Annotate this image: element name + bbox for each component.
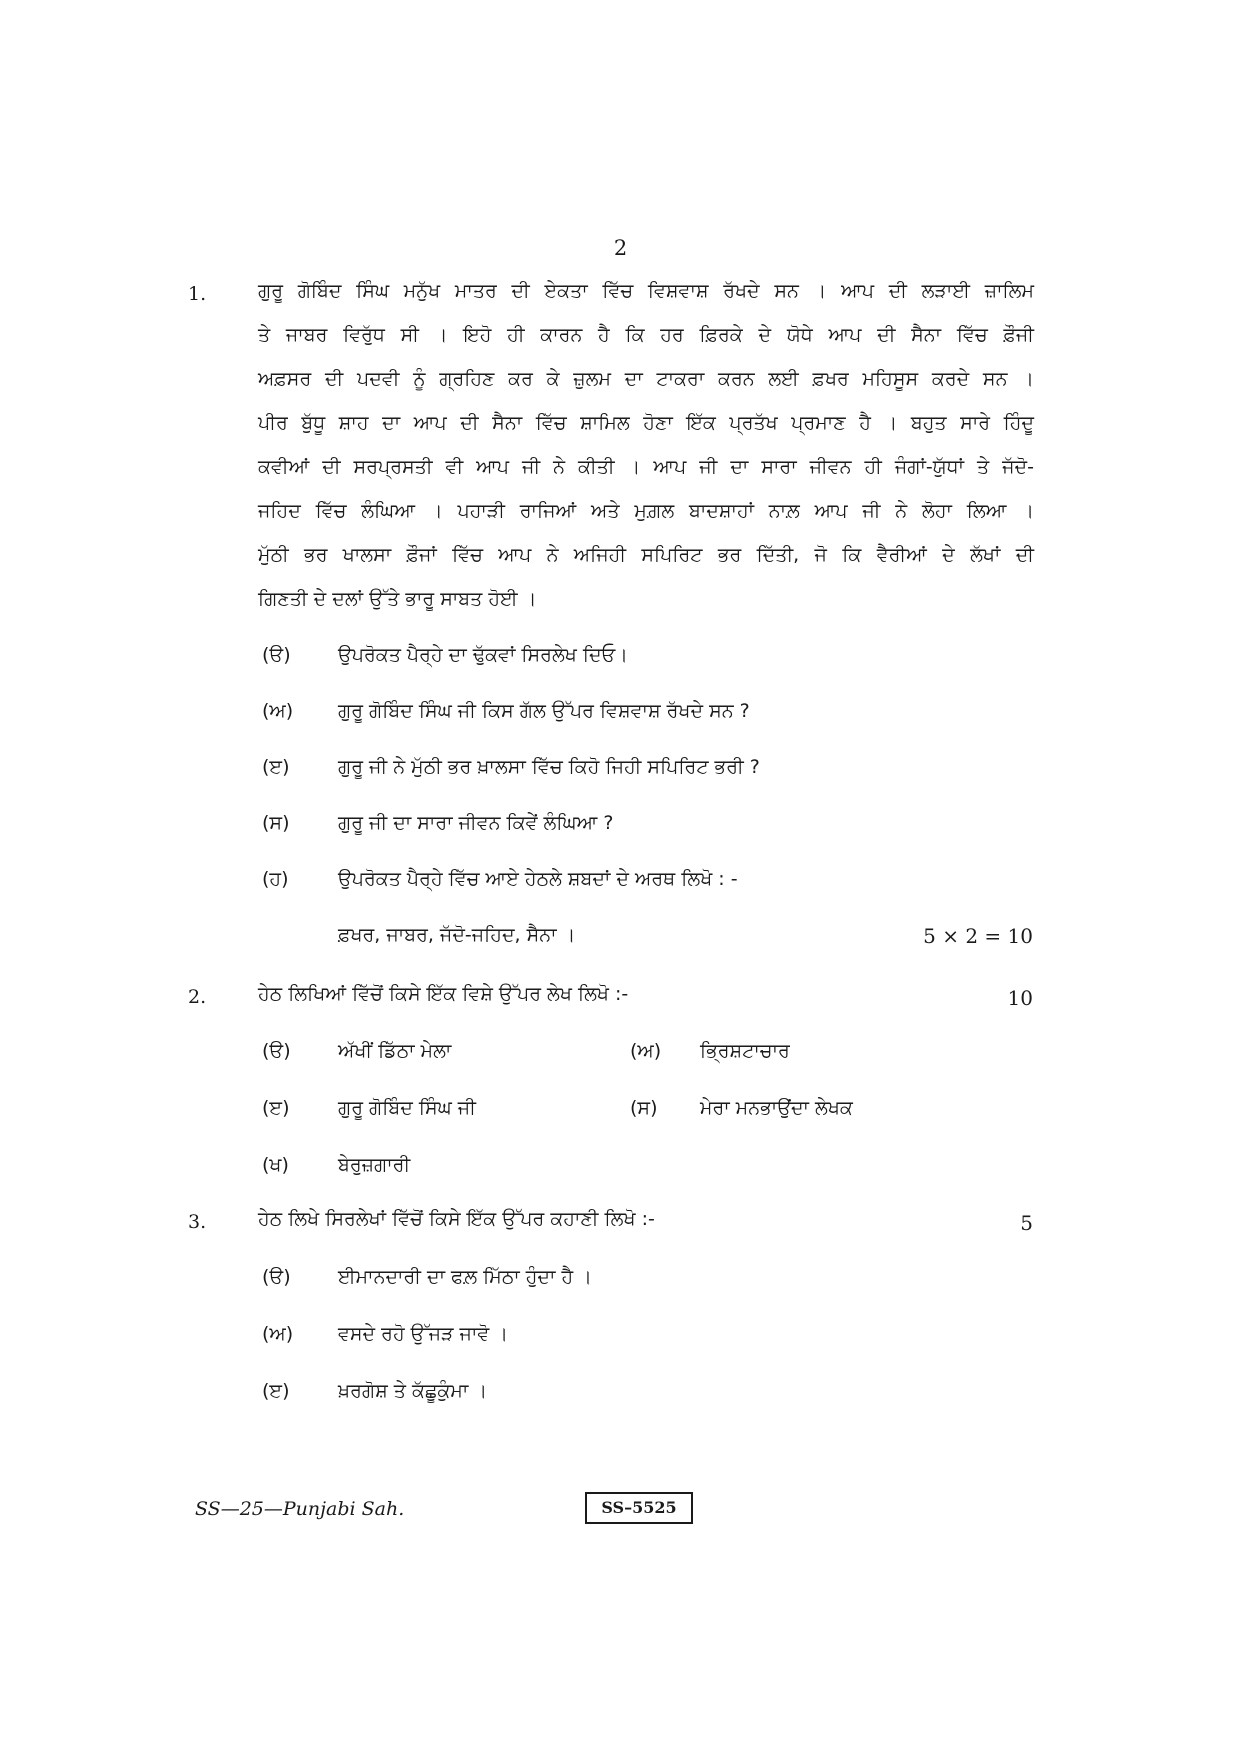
subquestion-label: (ੳ) [262,644,291,666]
question-1-marks: 5 × 2 = 10 [923,924,1033,948]
question-2-number: 2. [188,986,207,1008]
option-text: ਮੇਰਾ ਮਨਭਾਉਂਦਾ ਲੇਖਕ [700,1097,853,1119]
footer-paper-id: SS—25—Punjabi Sah. [195,1498,405,1520]
subquestion-label: (ੲ) [262,756,290,778]
subquestion-text: ਉਪਰੋਕਤ ਪੈਰ੍ਹੇ ਵਿੱਚ ਆਏ ਹੇਠਲੇ ਸ਼ਬਦਾਂ ਦੇ ਅਰਥ ਲਿਖੋ : - [338,868,738,890]
subquestion-text: ਗੁਰੂ ਜੀ ਦਾ ਸਾਰਾ ਜੀਵਨ ਕਿਵੇਂ ਲੰਘਿਆ ? [338,812,614,834]
question-2-prompt: ਹੇਠ ਲਿਖਿਆਂ ਵਿੱਚੋਂ ਕਿਸੇ ਇੱਕ ਵਿਸ਼ੇ ਉੱਪਰ ਲੇਖ ਲਿਖੋ :- [258,983,629,1005]
footer-code-box: SS–5525 [585,1492,693,1524]
question-2-marks: 10 [1007,986,1033,1010]
subquestion-text: ਗੁਰੂ ਗੋਬਿੰਦ ਸਿੰਘ ਜੀ ਕਿਸ ਗੱਲ ਉੱਪਰ ਵਿਸ਼ਵਾਸ਼ ਰੱਖਦੇ ਸਨ ? [338,700,750,722]
option-text: ਅੱਖੀਂ ਡਿੱਠਾ ਮੇਲਾ [338,1040,452,1062]
paragraph-line: ਕਵੀਆਂ ਦੀ ਸਰਪ੍ਰਸਤੀ ਵੀ ਆਪ ਜੀ ਨੇ ਕੀਤੀ । ਆਪ ਜੀ ਦਾ ਸਾਰਾ ਜੀਵਨ ਹੀ ਜੰਗਾਂ-ਯੁੱਧਾਂ ਤੇ ਜੱਦੋ- [258,456,1034,478]
option-label: (ਅ) [630,1040,662,1062]
subquestion-text: ਉਪਰੋਕਤ ਪੈਰ੍ਹੇ ਦਾ ਢੁੱਕਵਾਂ ਸਿਰਲੇਖ ਦਿਓ। [338,644,628,666]
question-1-number: 1. [188,283,207,305]
subquestion-text: ਗੁਰੂ ਜੀ ਨੇ ਮੁੱਠੀ ਭਰ ਖ਼ਾਲਸਾ ਵਿੱਚ ਕਿਹੋ ਜਿਹੀ ਸਪਿਰਿਟ ਭਰੀ ? [338,756,760,778]
question-3-prompt: ਹੇਠ ਲਿਖੇ ਸਿਰਲੇਖਾਂ ਵਿੱਚੋਂ ਕਿਸੇ ਇੱਕ ਉੱਪਰ ਕਹਾਣੀ ਲਿਖੋ :- [258,1208,655,1230]
option-label: (ੲ) [262,1097,290,1119]
option-label: (ੲ) [262,1380,290,1402]
question-3-marks: 5 [1020,1211,1033,1235]
option-text: ਬੇਰੁਜ਼ਗਾਰੀ [338,1154,411,1176]
option-text: ਈਮਾਨਦਾਰੀ ਦਾ ਫਲ਼ ਮਿੱਠਾ ਹੁੰਦਾ ਹੈ । [338,1266,592,1288]
paragraph-line: ਜਹਿਦ ਵਿੱਚ ਲੰਘਿਆ । ਪਹਾੜੀ ਰਾਜਿਆਂ ਅਤੇ ਮੁਗ਼ਲ ਬਾਦਸ਼ਾਹਾਂ ਨਾਲ਼ ਆਪ ਜੀ ਨੇ ਲੋਹਾ ਲਿਆ । [258,500,1034,522]
word-list: ਫ਼ਖਰ, ਜਾਬਰ, ਜੱਦੋ-ਜਹਿਦ, ਸੈਨਾ । [338,924,576,946]
option-text: ਵਸਦੇ ਰਹੋ ਉੱਜੜ ਜਾਵੋ । [338,1323,509,1345]
option-label: (ੳ) [262,1266,291,1288]
paragraph-line: ਗੁਰੂ ਗੋਬਿੰਦ ਸਿੰਘ ਮਨੁੱਖ ਮਾਤਰ ਦੀ ਏਕਤਾ ਵਿੱਚ ਵਿਸ਼ਵਾਸ਼ ਰੱਖਦੇ ਸਨ । ਆਪ ਦੀ ਲੜਾਈ ਜ਼ਾਲਿਮ [258,280,1034,302]
option-label: (ਅ) [262,1323,294,1345]
page-number: 2 [613,236,628,260]
option-label: (ੳ) [262,1040,291,1062]
paragraph-line: ਤੇ ਜਾਬਰ ਵਿਰੁੱਧ ਸੀ । ਇਹੋ ਹੀ ਕਾਰਨ ਹੈ ਕਿ ਹਰ ਫ਼ਿਰਕੇ ਦੇ ਯੋਧੇ ਆਪ ਦੀ ਸੈਨਾ ਵਿੱਚ ਫ਼ੌਜੀ [258,324,1034,346]
subquestion-label: (ਹ) [262,868,289,890]
option-label: (ਖ) [262,1154,289,1176]
paragraph-line: ਅਫ਼ਸਰ ਦੀ ਪਦਵੀ ਨੂੰ ਗ੍ਰਹਿਣ ਕਰ ਕੇ ਜ਼ੁਲਮ ਦਾ ਟਾਕਰਾ ਕਰਨ ਲਈ ਫ਼ਖਰ ਮਹਿਸੂਸ ਕਰਦੇ ਸਨ । [258,368,1034,390]
option-text: ਭ੍ਰਿਸ਼ਟਾਚਾਰ [700,1040,790,1062]
paragraph-line: ਮੁੱਠੀ ਭਰ ਖਾਲਸਾ ਫ਼ੌਜਾਂ ਵਿੱਚ ਆਪ ਨੇ ਅਜਿਹੀ ਸਪਿਰਿਟ ਭਰ ਦਿੱਤੀ, ਜੋ ਕਿ ਵੈਰੀਆਂ ਦੇ ਲੱਖਾਂ ਦੀ [258,544,1034,566]
paragraph-line: ਗਿਣਤੀ ਦੇ ਦਲਾਂ ਉੱਤੇ ਭਾਰੂ ਸਾਬਤ ਹੋਈ । [258,588,537,610]
subquestion-label: (ਅ) [262,700,294,722]
option-text: ਖ਼ਰਗੋਸ਼ ਤੇ ਕੱਛੂਕੁੰਮਾ । [338,1380,488,1402]
paragraph-line: ਪੀਰ ਬੁੱਧੂ ਸ਼ਾਹ ਦਾ ਆਪ ਦੀ ਸੈਨਾ ਵਿੱਚ ਸ਼ਾਮਿਲ ਹੋਣਾ ਇੱਕ ਪ੍ਰਤੱਖ ਪ੍ਰਮਾਣ ਹੈ । ਬਹੁਤ ਸਾਰੇ ਹਿੰਦੂ [258,412,1034,434]
option-text: ਗੁਰੂ ਗੋਬਿੰਦ ਸਿੰਘ ਜੀ [338,1097,476,1119]
option-label: (ਸ) [630,1097,658,1119]
question-3-number: 3. [188,1211,207,1233]
subquestion-label: (ਸ) [262,812,290,834]
